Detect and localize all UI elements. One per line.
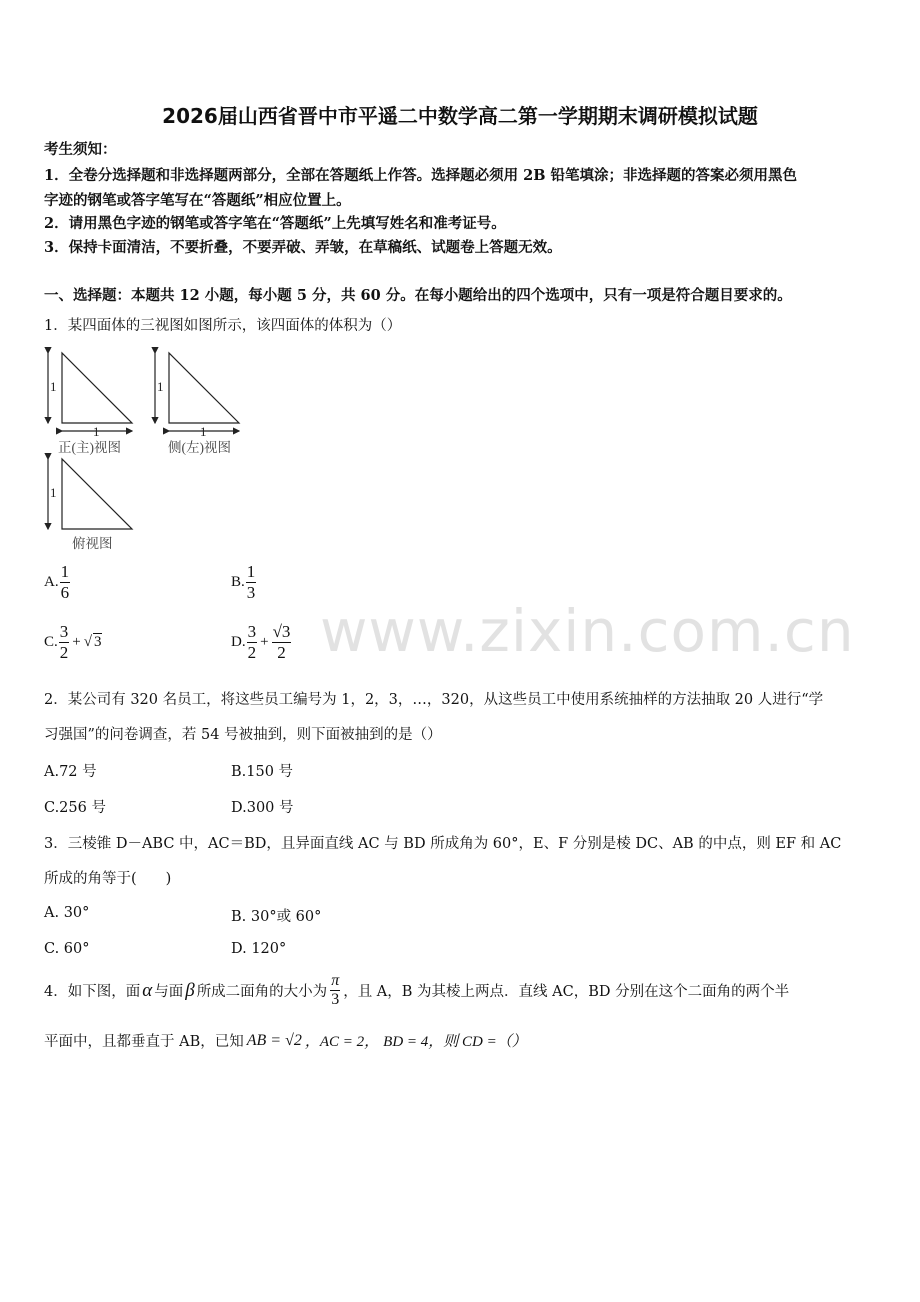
side-width-label: 1 [200, 424, 207, 439]
front-width-label: 1 [93, 424, 100, 439]
three-view-figure [40, 345, 255, 555]
q4-line-2: 平面中，且都垂直于 AB，已知 AB = √2 ，AC = 2， BD = 4，则 CD =（） [44, 1031, 527, 1050]
notice-line-3: 2．请用黑色字迹的钢笔或答字笔在“答题纸”上先填写姓名和准考证号。 [44, 215, 506, 232]
q4-line-1: 4．如下图，面 α 与面 β 所成二面角的大小为 $\frac{\pi}{3}$ ，且 A，B 为其棱上两点．直线 AC，BD 分别在这个二面角的两个半 [44, 972, 790, 1009]
top-height-label: 1 [50, 485, 57, 500]
section-heading: 一、选择题：本题共 12 小题，每小题 5 分，共 60 分。在每小题给出的四个选项中，只有一项是符合题目要求的。 [44, 287, 792, 304]
front-caption: 正(主)视图 [58, 440, 121, 455]
front-height-label: 1 [50, 379, 57, 394]
watermark: www.zixin.com.cn [320, 597, 855, 665]
q3-line-1: 3．三棱锥 D－ABC 中，AC＝BD，且异面直线 AC 与 BD 所成角为 60°，E、F 分别是棱 DC、AB 的中点，则 EF 和 AC [44, 836, 842, 852]
q2-option-d: D.300 号 [231, 800, 294, 816]
q3-option-d: D. 120° [231, 941, 287, 957]
notice-line-1: 1．全卷分选择题和非选择题两部分，全部在答题纸上作答。选择题必须用 2B 铅笔填涂；非选择题的答案必须用黑色 [44, 167, 798, 184]
page-title: 2026届山西省晋中市平遥二中数学高二第一学期期末调研模拟试题 [162, 104, 758, 128]
front-view [48, 353, 132, 431]
q2-option-b: B.150 号 [231, 764, 294, 780]
q1-option-d: D. $\frac{3}{2}$ + $\frac{√3}{2}$ [231, 622, 291, 662]
notice-line-4: 3．保持卡面清洁，不要折叠，不要弄破、弄皱，在草稿纸、试题卷上答题无效。 [44, 239, 562, 256]
notice-heading: 考生须知： [44, 141, 117, 158]
q2-option-c: C.256 号 [44, 800, 106, 816]
q3-option-b: B. 30°或 60° [231, 909, 322, 925]
q1-option-a: A. $\frac{1}{6}$ [44, 562, 70, 602]
q3-option-c: C. 60° [44, 941, 90, 957]
side-caption: 侧(左)视图 [168, 440, 231, 455]
q3-line-2: 所成的角等于( ) [44, 871, 172, 887]
side-view [155, 353, 239, 431]
q1-option-b: B. $\frac{1}{3}$ [231, 562, 256, 602]
q1-stem: 1．某四面体的三视图如图所示，该四面体的体积为（） [44, 318, 402, 334]
top-view [48, 459, 132, 529]
q1-option-c: C. $\frac{3}{2}$ + √ 3 [44, 622, 102, 662]
notice-line-2: 字迹的钢笔或答字笔写在“答题纸”相应位置上。 [44, 192, 351, 209]
q3-option-a: A. 30° [44, 905, 90, 921]
q2-line-2: 习强国”的问卷调查，若 54 号被抽到，则下面被抽到的是（） [44, 727, 442, 743]
q2-line-1: 2．某公司有 320 名员工，将这些员工编号为 1，2，3，…，320，从这些员工中使用系统抽样的方法抽取 20 人进行“学 [44, 692, 824, 708]
q2-option-a: A.72 号 [44, 764, 97, 780]
side-height-label: 1 [157, 379, 164, 394]
top-caption: 俯视图 [72, 536, 113, 551]
